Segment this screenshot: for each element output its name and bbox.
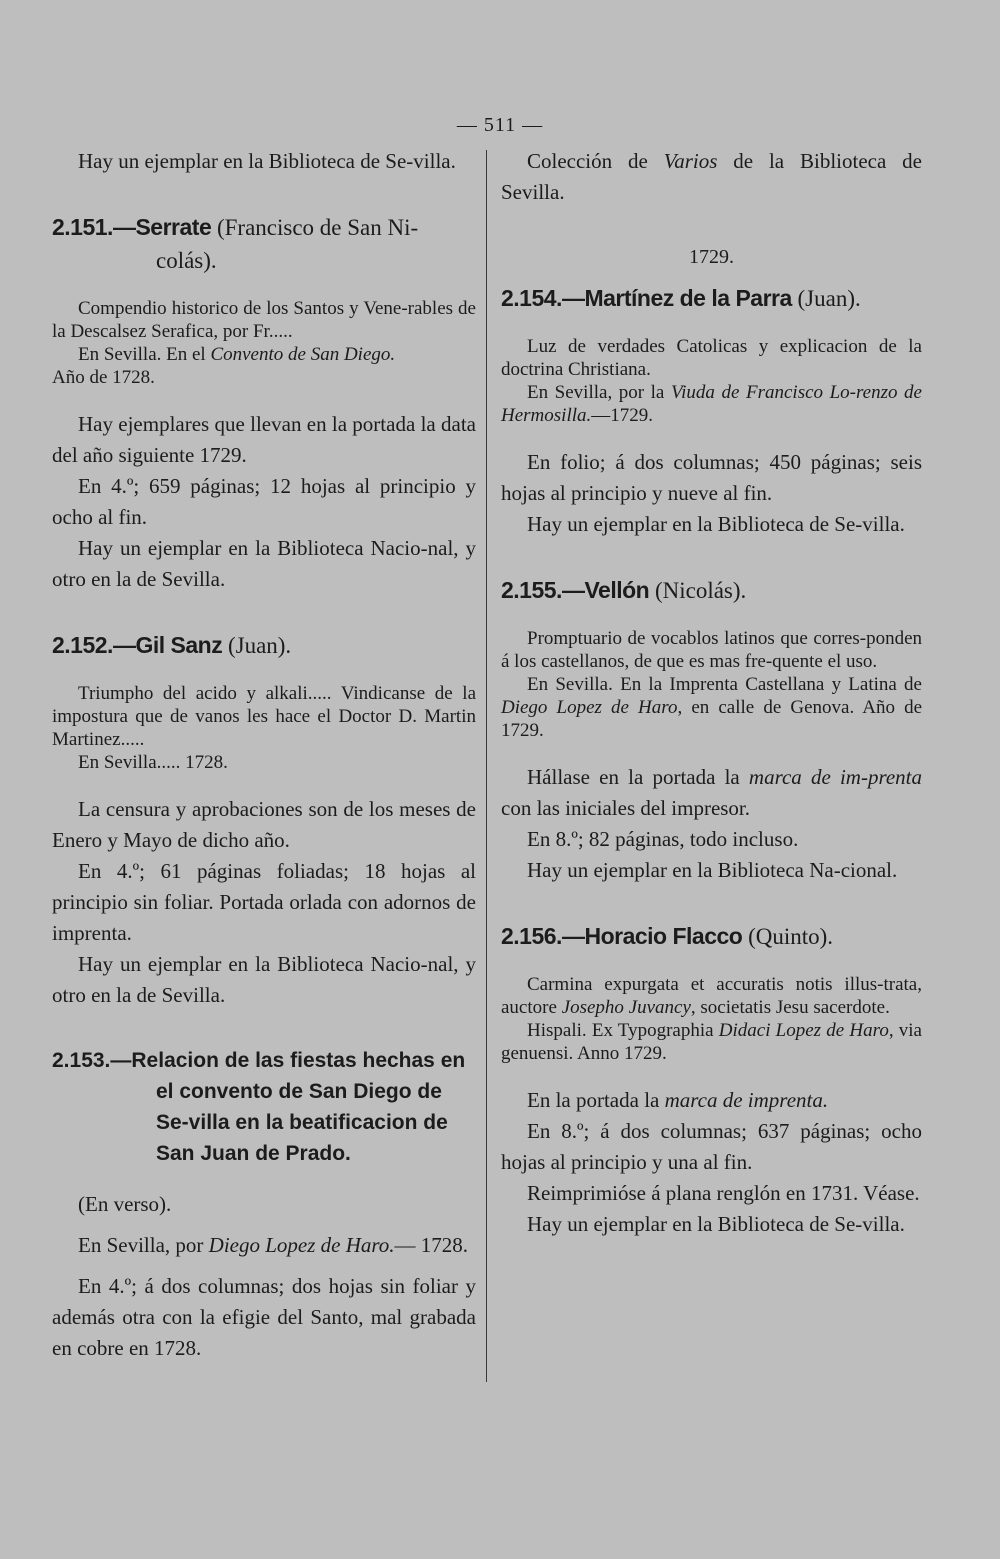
entry-imprint: En Sevilla..... 1728. [78, 752, 228, 773]
column-divider [486, 150, 487, 1382]
entry-imprint: En Sevilla, por la Viuda de Francisco Lo-renzo de Hermosilla.—1729. [501, 382, 922, 426]
entry-heading: 2.155.—Vellón (Nicolás). [501, 577, 747, 603]
entry-collation: En folio; á dos columnas; 450 páginas; seis hojas al principio y nueve al fin. [501, 450, 922, 505]
entry-note: La censura y aprobaciones son de los meses de Enero y Mayo de dicho año. [52, 797, 476, 852]
entry-reprint-note: Reimprimióse á plana renglón en 1731. Véase. [527, 1181, 920, 1205]
entry-collation: En 4.º; 659 páginas; 12 hojas al principio y ocho al fin. [52, 474, 476, 529]
entry-note: Hállase en la portada la marca de im-prenta con las iniciales del impresor. [501, 765, 922, 820]
entry-title: Compendio historico de los Santos y Vene-rables de la Descalsez Serafica, por Fr..... [52, 298, 476, 342]
entry-title: Promptuario de vocablos latinos que corres-ponden á los castellanos, de que es mas fre-quente el uso. [501, 628, 922, 672]
entry-collation: En 8.º; á dos columnas; 637 páginas; ocho hojas al principio y una al fin. [501, 1119, 922, 1174]
entry-collation: En 4.º; á dos columnas; dos hojas sin foliar y además otra con la efigie del Santo, mal grabada en cobre en 1728. [52, 1274, 476, 1360]
right-column [501, 146, 922, 1240]
entry-imprint: En Sevilla. En la Imprenta Castellana y Latina de Diego Lopez de Haro, en calle de Genova. Año de 1729. [501, 674, 923, 741]
entry-holding: Hay un ejemplar en la Biblioteca de Se-villa. [527, 1212, 905, 1236]
collection-note: Colección de Varios de la Biblioteca de Sevilla. [501, 149, 922, 204]
entry-heading: 2.152.—Gil Sanz (Juan). [52, 632, 292, 658]
entry-holding: Hay un ejemplar en la Biblioteca Nacio-nal, y otro en la de Sevilla. [52, 952, 476, 1007]
entry-collation: En 4.º; 61 páginas foliadas; 18 hojas al principio sin foliar. Portada orlada con adornos de imprenta. [52, 859, 476, 945]
entry-2152 [52, 629, 476, 1011]
entry-holding: Hay un ejemplar en la Biblioteca Na-cional. [527, 858, 898, 882]
entry-2154 [501, 282, 922, 540]
entry-imprint-year: Año de 1728. [52, 367, 155, 388]
entry-imprint: En Sevilla. En el Convento de San Diego. [78, 344, 396, 365]
entry-heading: 2.156.—Horacio Flacco (Quinto). [501, 923, 834, 949]
entry-imprint: En Sevilla, por Diego Lopez de Haro.— 1728. [78, 1233, 469, 1257]
entry-imprint: Hispali. Ex Typographia Didaci Lopez de Haro, via genuensi. Anno 1729. [501, 1020, 922, 1064]
entry-title: Carmina expurgata et accuratis notis illus-trata, auctore Josepho Juvancy, societatis Jesu sacerdote. [501, 974, 922, 1018]
entry-note: En la portada la marca de imprenta. [527, 1088, 829, 1112]
entry-holding: Hay un ejemplar en la Biblioteca Nacio-nal, y otro en la de Sevilla. [52, 536, 476, 591]
entry-title: Luz de verdades Catolicas y explicacion de la doctrina Christiana. [501, 336, 922, 380]
entry-heading: 2.154.—Martínez de la Parra (Juan). [501, 285, 861, 311]
entry-holding: Hay un ejemplar en la Biblioteca de Se-villa. [527, 512, 905, 536]
entry-collation: En 8.º; 82 páginas, todo incluso. [527, 827, 799, 851]
entry-2155 [501, 574, 922, 886]
left-column [52, 146, 476, 1364]
entry-verse-note: (En verso). [78, 1192, 172, 1216]
entry-2153 [52, 1045, 476, 1364]
entry-2151 [52, 211, 476, 595]
entry-heading: 2.153.—Relacion de las fiestas hechas en el convento de San Diego de Se-villa en la beatificacion de San Juan de Prado. [52, 1049, 466, 1165]
year-heading: 1729. [689, 246, 734, 268]
entry-heading: 2.151.—Serrate (Francisco de San Ni-colás). [52, 214, 419, 273]
entry-2156 [501, 920, 922, 1240]
entry-title: Triumpho del acido y alkali..... Vindicanse de la impostura que de vanos les hace el Doctor D. Martin Martinez..... [52, 683, 476, 750]
holding-note: Hay un ejemplar en la Biblioteca de Se-villa. [78, 149, 456, 173]
page-number [0, 114, 1000, 137]
entry-note: Hay ejemplares que llevan en la portada la data del año siguiente 1729. [52, 412, 476, 467]
page-number-text: — 511 — [456, 114, 544, 136]
